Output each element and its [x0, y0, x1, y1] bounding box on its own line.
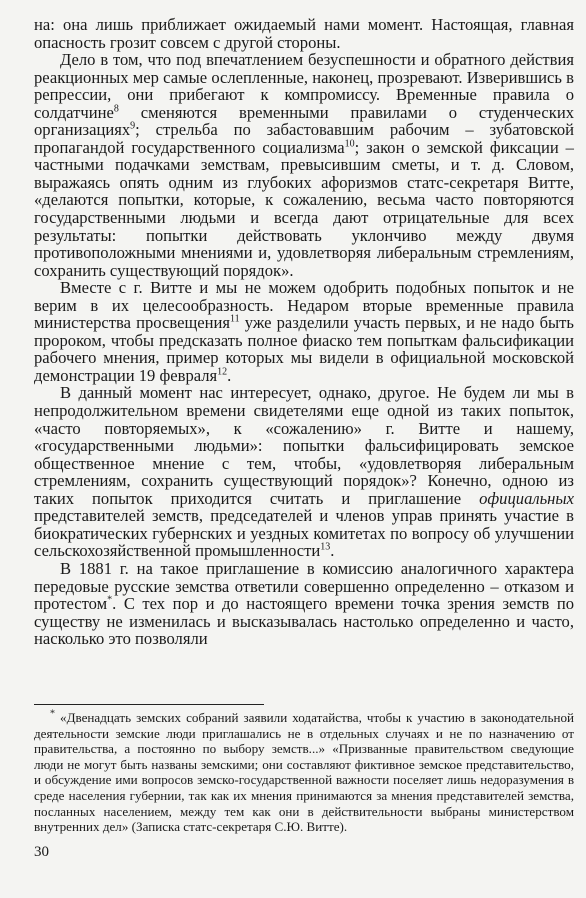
paragraph: [34, 384, 574, 559]
text-run: ; стрельба по забастовавшим рабочим – зубатовской пропагандой государственного социализма: [34, 120, 574, 157]
text-run: Вместе с г. Витте и мы не можем одобрить подобных попыток и не верим в их целесообразность. Недаром вторые временные правила министерства просвещения: [34, 278, 574, 333]
footnote-rule: [34, 704, 264, 705]
paragraph: [34, 560, 574, 648]
note-reference: *: [107, 594, 113, 606]
page-number: 30: [34, 844, 49, 860]
footnote: [34, 710, 574, 835]
paragraph: [34, 16, 574, 51]
note-reference: 9: [130, 120, 136, 132]
note-reference: 13: [320, 541, 331, 553]
book-page: [34, 15, 575, 860]
footnote-paragraph: [34, 710, 574, 835]
footnote-text: «Двенадцать земских собраний заявили ходатайства, чтобы к участию в законодательной деятельности земские люди приглашались не в отдельных случаях и не по назначению от правительства, а постоянно по выбору земств...» «Призванные правительством сведующие люди не могут быть названы земскими; они составляют фиктивное земское представительство, и обсуждение ими вопросов земско-государственной важности поселяет лишь недоразумения в среде населения губернии, так как их мнения принимаются за мнения представителей земства, посланных населением, между тем как они в действительности выбраны министерством внутренних дел» (Записка статс-секретаря С.Ю. Витте).: [34, 710, 575, 835]
note-reference: 12: [217, 366, 228, 378]
text-run: на: она лишь приближает ожидаемый нами момент. Настоящая, главная опасность грозит совсем с другой стороны.: [34, 15, 574, 52]
text-run: .: [227, 365, 232, 385]
text-run: В 1881 г. на такое приглашение в комиссию аналогичного характера передовые русские земства ответили совершенно определенно – отказом и протестом: [34, 558, 574, 614]
note-reference: 11: [230, 313, 240, 325]
footnote-marker: *: [50, 708, 55, 720]
text-run: .: [330, 541, 335, 561]
text-run: ; закон о земской фиксации – частными подачками земствам, превысившим сметы, и т. д. Словом, выражаясь опять одним из глубоких афоризмов статс-секретаря Витте, «делаются попытки, которые, к сожалению, весьма часто повторяются государственными людьми и всегда дают отрицательные для всех результаты: попытки действовать уклончиво между двумя противоположными мнениями и, удовлетворяя либеральным стремлениям, сохранить существующий порядок».: [34, 137, 574, 280]
italic-text: официальных: [479, 488, 574, 508]
text-run: сменяются временными правилами о студенческих организациях: [34, 102, 574, 140]
note-reference: 8: [113, 103, 119, 115]
text-run: представителей земств, председателей и членов управ принять участие в биократических губернских и уездных комитетах по вопросу об улучшении сельскохозяйственной промышленности: [34, 506, 574, 561]
text-run: . С тех пор и до настоящего времени точка зрения земств по существу не изменилась и высказывалась настолько определенно и часто, насколько это позволяли: [34, 594, 574, 649]
note-reference: 10: [344, 138, 355, 150]
main-text: [34, 16, 574, 648]
paragraph: [34, 51, 574, 279]
text-run: уже разделили участь первых, и не надо быть пророком, чтобы предсказать полное фиаско тем попыткам фальсификации рабочего мнения, пример которых мы видели в официальной московской демонстрации 19 февраля: [34, 313, 575, 385]
text-run: Дело в том, что под впечатлением безуспешности и обратного действия реакционных мер самые ослепленные, наконец, прозревают. Изверившись в репрессии, они прибегают к компромиссу. Временные правила о солдатчине: [34, 50, 574, 122]
text-run: В данный момент нас интересует, однако, другое. Не будем ли мы в непродолжительном времени свидетелями еще одной из таких попыток, «часто повторяемых», к «сожалению» г. Витте и нашему, «государственными людьми»: попытки фальсифицировать земское общественное мнение с тем, чтобы, «удовлетворяя либеральным стремлениям, сохранить существующий порядок»? Конечно, одною из таких попыток приходится считать и приглашение: [34, 383, 574, 508]
paragraph: [34, 279, 574, 384]
